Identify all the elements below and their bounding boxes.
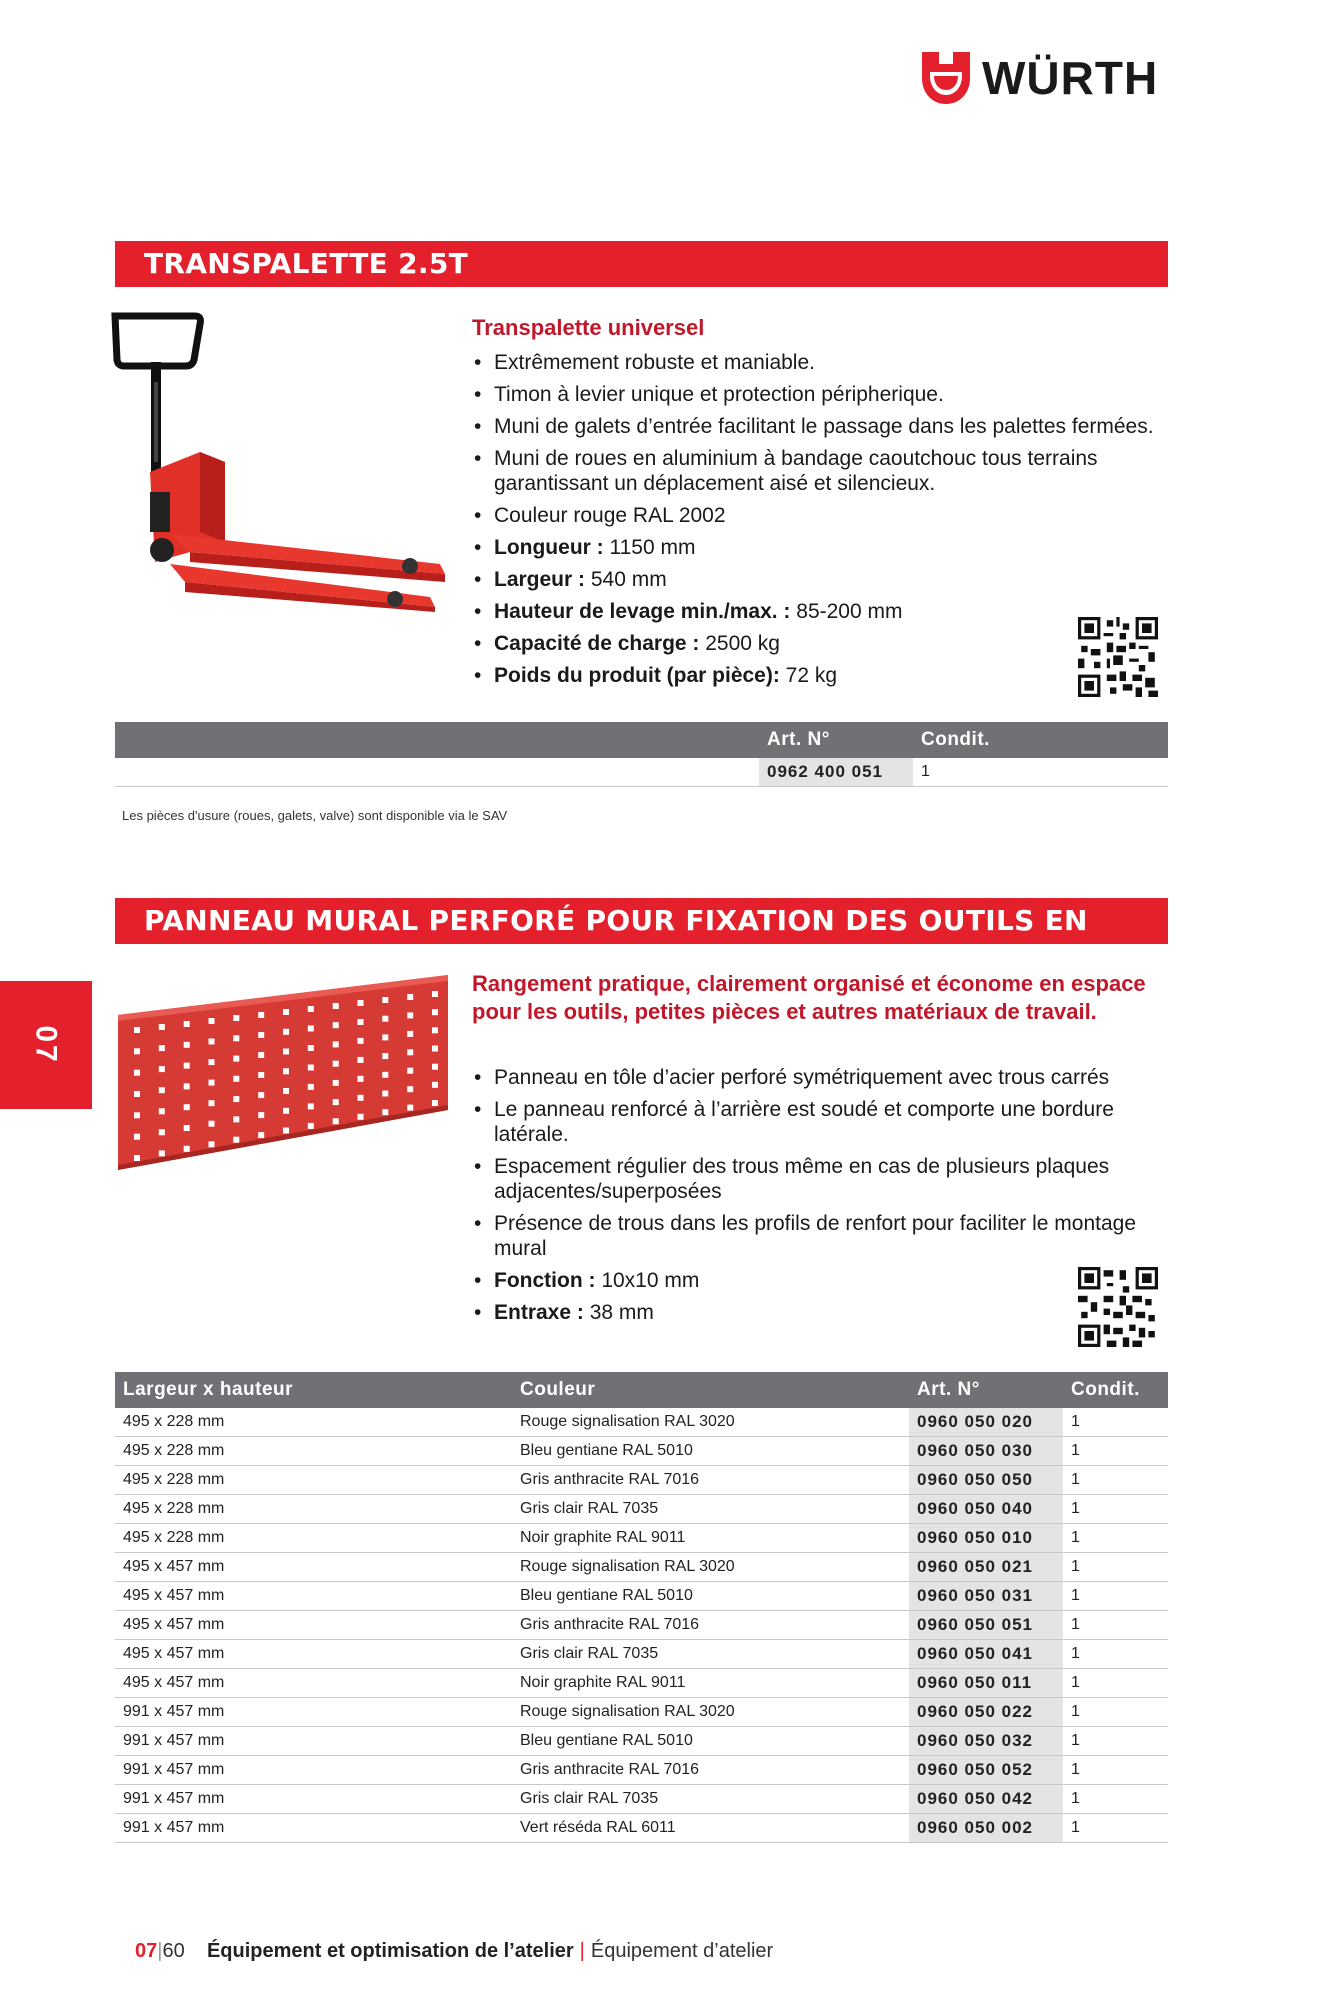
size-cell: 495 x 457 mm	[115, 1611, 512, 1640]
panel-hole	[333, 1080, 339, 1086]
panel-hole	[283, 1108, 289, 1114]
panel-hole	[358, 1019, 364, 1025]
qr-code-icon[interactable]	[1078, 1267, 1158, 1347]
color-cell: Rouge signalisation RAL 3020	[512, 1408, 909, 1437]
feature-item: • Présence de trous dans les profils de renfort pour faciliter le montage mural	[472, 1211, 1172, 1261]
panel-hole	[333, 1061, 339, 1067]
panel-hole	[333, 1041, 339, 1047]
panel-hole	[159, 1066, 165, 1072]
header-condit: Condit.	[1063, 1372, 1168, 1408]
art-no-cell[interactable]: 0960 050 021	[909, 1553, 1063, 1582]
feature-item: • Panneau en tôle d’acier perforé symétriquement avec trous carrés	[472, 1065, 1172, 1090]
table-row	[115, 1727, 1168, 1756]
art-no-cell[interactable]: 0960 050 030	[909, 1437, 1063, 1466]
size-cell: 495 x 457 mm	[115, 1553, 512, 1582]
size-cell: 495 x 457 mm	[115, 1669, 512, 1698]
feature-item: • Muni de roues en aluminium à bandage caoutchouc tous terrains garantissant un déplacement aisé et silencieux.	[472, 446, 1172, 496]
size-cell: 991 x 457 mm	[115, 1756, 512, 1785]
table-header-row	[115, 722, 1168, 758]
size-cell: 495 x 228 mm	[115, 1524, 512, 1553]
panel-hole	[407, 1031, 413, 1037]
size-cell: 495 x 228 mm	[115, 1466, 512, 1495]
table-row	[115, 1669, 1168, 1698]
panel-hole	[358, 1095, 364, 1101]
perforated-panel-image	[112, 975, 452, 1175]
footer-category: Équipement et optimisation de l’atelier	[206, 1940, 574, 1962]
panel-hole	[382, 1016, 388, 1022]
panel-hole	[159, 1150, 165, 1156]
feature-item: • Entraxe : 38 mm	[472, 1300, 1172, 1325]
size-cell: 991 x 457 mm	[115, 1727, 512, 1756]
color-cell: Gris clair RAL 7035	[512, 1785, 909, 1814]
size-cell: 495 x 457 mm	[115, 1582, 512, 1611]
panel-hole	[283, 1049, 289, 1055]
header-spacer	[115, 722, 759, 758]
panel-hole	[432, 1027, 438, 1033]
condit-cell: 1	[1063, 1727, 1168, 1756]
panel-hole	[333, 1118, 339, 1124]
table-row	[115, 1437, 1168, 1466]
panel-hole	[233, 1116, 239, 1122]
size-cell: 991 x 457 mm	[115, 1785, 512, 1814]
panel-hole	[159, 1129, 165, 1135]
panel-hole	[407, 1105, 413, 1111]
condit-cell: 1	[1063, 1582, 1168, 1611]
panel-hole	[258, 1052, 264, 1058]
panel-hole	[134, 1027, 140, 1033]
empty-cell	[115, 758, 759, 787]
table-row	[115, 1524, 1168, 1553]
color-cell: Gris anthracite RAL 7016	[512, 1756, 909, 1785]
art-no-cell[interactable]: 0960 050 020	[909, 1408, 1063, 1437]
feature-item: • Poids du produit (par pièce): 72 kg	[472, 663, 1172, 688]
feature-item: • Le panneau renforcé à l’arrière est soudé et comporte une bordure latérale.	[472, 1097, 1172, 1147]
panel-hole	[333, 1099, 339, 1105]
art-no-cell[interactable]: 0960 050 041	[909, 1640, 1063, 1669]
qr-code-icon[interactable]	[1078, 617, 1158, 697]
panel-hole	[382, 1072, 388, 1078]
panel-hole	[233, 1035, 239, 1041]
feature-item: • Largeur : 540 mm	[472, 567, 1172, 592]
condit-cell: 1	[1063, 1698, 1168, 1727]
panel-hole	[134, 1048, 140, 1054]
panel-hole	[159, 1108, 165, 1114]
panel-hole	[209, 1059, 215, 1065]
table-row	[115, 1495, 1168, 1524]
art-no-cell[interactable]: 0960 050 010	[909, 1524, 1063, 1553]
header-art-no: Art. N°	[909, 1372, 1063, 1408]
condit-cell: 1	[1063, 1669, 1168, 1698]
panel-hole	[407, 994, 413, 1000]
color-cell: Vert réséda RAL 6011	[512, 1814, 909, 1843]
size-cell: 495 x 457 mm	[115, 1640, 512, 1669]
panel-hole	[209, 1018, 215, 1024]
feature-item: • Couleur rouge RAL 2002	[472, 503, 1172, 528]
feature-list	[472, 1065, 1172, 1332]
section-title: TRANSPALETTE 2.5T	[144, 247, 469, 280]
panel-hole	[382, 1109, 388, 1115]
art-no-cell[interactable]: 0960 050 052	[909, 1756, 1063, 1785]
condit-cell: 1	[1063, 1814, 1168, 1843]
art-no-cell[interactable]: 0960 050 051	[909, 1611, 1063, 1640]
size-cell: 495 x 228 mm	[115, 1495, 512, 1524]
panel-hole	[258, 1012, 264, 1018]
spare-parts-note: Les pièces d'usure (roues, galets, valve) sont disponible via le SAV	[122, 808, 508, 823]
color-cell: Gris anthracite RAL 7016	[512, 1466, 909, 1495]
color-cell: Rouge signalisation RAL 3020	[512, 1553, 909, 1582]
panel-hole	[382, 1053, 388, 1059]
panel-hole	[134, 1091, 140, 1097]
color-cell: Gris clair RAL 7035	[512, 1640, 909, 1669]
color-cell: Gris anthracite RAL 7016	[512, 1611, 909, 1640]
panel-hole	[258, 1112, 264, 1118]
chapter-tab-label: 07	[30, 1025, 63, 1065]
footer-chapter: 07	[135, 1940, 158, 1962]
panel-hole	[308, 1006, 314, 1012]
wurth-logo-icon	[922, 52, 970, 104]
table-header-row	[115, 1372, 1168, 1408]
condit-cell: 1	[913, 758, 1168, 787]
panel-hole	[184, 1146, 190, 1152]
color-cell: Bleu gentiane RAL 5010	[512, 1727, 909, 1756]
footer-bar: |	[579, 1940, 585, 1962]
table-row	[115, 1756, 1168, 1785]
table-row	[115, 1466, 1168, 1495]
table-row	[115, 758, 1168, 787]
footer-page-number: 60	[162, 1940, 185, 1962]
panel-hole	[233, 1015, 239, 1021]
table-row	[115, 1553, 1168, 1582]
feature-item: • Capacité de charge : 2500 kg	[472, 631, 1172, 656]
panel-hole	[134, 1134, 140, 1140]
panel-hole	[308, 1026, 314, 1032]
condit-cell: 1	[1063, 1495, 1168, 1524]
panel-hole	[184, 1042, 190, 1048]
panel-hole	[184, 1104, 190, 1110]
panel-hole	[134, 1112, 140, 1118]
wurth-logo	[922, 52, 1158, 104]
footer-separator: |	[157, 1940, 163, 1962]
panel-hole	[432, 1046, 438, 1052]
panel-hole	[283, 1009, 289, 1015]
brand-name: WÜRTH	[982, 52, 1159, 104]
panel-hole	[283, 1128, 289, 1134]
table-row	[115, 1785, 1168, 1814]
panel-hole	[382, 1034, 388, 1040]
feature-item: • Espacement régulier des trous même en cas de plusieurs plaques adjacentes/superposées	[472, 1154, 1172, 1204]
panel-hole	[159, 1024, 165, 1030]
art-no-cell[interactable]: 0960 050 050	[909, 1466, 1063, 1495]
panel-hole	[432, 991, 438, 997]
condit-cell: 1	[1063, 1466, 1168, 1495]
panel-hole	[358, 1000, 364, 1006]
panel-hole	[233, 1096, 239, 1102]
art-no-cell[interactable]: 0960 050 002	[909, 1814, 1063, 1843]
panel-hole	[432, 1064, 438, 1070]
table-row	[115, 1582, 1168, 1611]
panel-hole	[432, 1009, 438, 1015]
panel-hole	[308, 1065, 314, 1071]
panel-hole	[258, 1032, 264, 1038]
panel-hole	[258, 1132, 264, 1138]
panel-hole	[134, 1155, 140, 1161]
feature-item: • Longueur : 1150 mm	[472, 535, 1172, 560]
condit-cell: 1	[1063, 1756, 1168, 1785]
section-header-panneau	[115, 898, 1168, 983]
panel-hole	[358, 1114, 364, 1120]
condit-cell: 1	[1063, 1785, 1168, 1814]
condit-cell: 1	[1063, 1524, 1168, 1553]
feature-list	[472, 350, 1172, 695]
art-no-cell[interactable]: 0960 050 022	[909, 1698, 1063, 1727]
panel-hole	[308, 1045, 314, 1051]
panel-hole	[358, 1038, 364, 1044]
panel-hole	[432, 1100, 438, 1106]
condit-cell: 1	[1063, 1553, 1168, 1582]
art-no-cell[interactable]: 0960 050 040	[909, 1495, 1063, 1524]
panel-hole	[209, 1080, 215, 1086]
feature-item: • Hauteur de levage min./max. : 85-200 mm	[472, 599, 1172, 624]
product-subtitle: Rangement pratique, clairement organisé et économe en espace pour les outils, petites pièces et autres matériaux de travail.	[472, 971, 1146, 1024]
color-cell: Bleu gentiane RAL 5010	[512, 1582, 909, 1611]
panel-hole	[358, 1057, 364, 1063]
panel-hole	[258, 1092, 264, 1098]
table-row	[115, 1611, 1168, 1640]
panel-hole	[283, 1068, 289, 1074]
color-cell: Noir graphite RAL 9011	[512, 1524, 909, 1553]
table-row	[115, 1814, 1168, 1843]
panel-hole	[308, 1123, 314, 1129]
panel-hole	[382, 997, 388, 1003]
feature-item: • Fonction : 10x10 mm	[472, 1268, 1172, 1293]
panel-hole	[159, 1045, 165, 1051]
footer-subcategory: Équipement d’atelier	[590, 1940, 774, 1962]
panel-hole	[333, 1022, 339, 1028]
feature-item: • Timon à levier unique et protection péripherique.	[472, 382, 1172, 407]
art-no-cell[interactable]: 0960 050 031	[909, 1582, 1063, 1611]
panel-hole	[159, 1087, 165, 1093]
header-size: Largeur x hauteur	[115, 1372, 512, 1408]
panel-hole	[283, 1088, 289, 1094]
panel-hole	[184, 1021, 190, 1027]
product-subtitle: Transpalette universel	[472, 315, 705, 340]
condit-cell: 1	[1063, 1611, 1168, 1640]
art-no-cell[interactable]: 0962 400 051	[759, 758, 913, 787]
feature-item: • Extrêmement robuste et maniable.	[472, 350, 1172, 375]
chapter-tab	[0, 981, 92, 1109]
panel-hole	[209, 1121, 215, 1127]
panel-hole	[209, 1039, 215, 1045]
size-cell: 495 x 228 mm	[115, 1408, 512, 1437]
panel-hole	[134, 1070, 140, 1076]
article-table-transpalette	[115, 722, 1168, 787]
panel-hole	[407, 1086, 413, 1092]
size-cell: 991 x 457 mm	[115, 1814, 512, 1843]
size-cell: 495 x 228 mm	[115, 1437, 512, 1466]
section-header-transpalette	[115, 241, 1168, 287]
art-no-cell[interactable]: 0960 050 011	[909, 1669, 1063, 1698]
color-cell: Noir graphite RAL 9011	[512, 1669, 909, 1698]
panel-hole	[233, 1137, 239, 1143]
size-cell: 991 x 457 mm	[115, 1698, 512, 1727]
panel-hole	[407, 1068, 413, 1074]
article-table-panneau	[115, 1372, 1168, 1843]
panel-hole	[382, 1091, 388, 1097]
panel-hole	[358, 1076, 364, 1082]
header-condit: Condit.	[913, 722, 1168, 758]
table-row	[115, 1408, 1168, 1437]
section-title: PANNEAU MURAL PERFORÉ POUR FIXATION DES OUTILS EN ATELIER	[144, 904, 1088, 983]
page-footer	[135, 1940, 773, 1963]
table-row	[115, 1640, 1168, 1669]
condit-cell: 1	[1063, 1408, 1168, 1437]
panel-hole	[209, 1100, 215, 1106]
panel-hole	[233, 1056, 239, 1062]
panel-hole	[432, 1082, 438, 1088]
table-row	[115, 1698, 1168, 1727]
panel-hole	[184, 1125, 190, 1131]
panel-hole	[308, 1103, 314, 1109]
panel-hole	[258, 1072, 264, 1078]
panel-hole	[184, 1083, 190, 1089]
condit-cell: 1	[1063, 1437, 1168, 1466]
panel-hole	[209, 1141, 215, 1147]
condit-cell: 1	[1063, 1640, 1168, 1669]
panel-hole	[308, 1084, 314, 1090]
color-cell: Gris clair RAL 7035	[512, 1495, 909, 1524]
panel-hole	[283, 1029, 289, 1035]
art-no-cell[interactable]: 0960 050 032	[909, 1727, 1063, 1756]
header-art-no: Art. N°	[759, 722, 913, 758]
panel-hole	[233, 1076, 239, 1082]
panel-hole	[407, 1049, 413, 1055]
feature-item: • Muni de galets d’entrée facilitant le passage dans les palettes fermées.	[472, 414, 1172, 439]
color-cell: Bleu gentiane RAL 5010	[512, 1437, 909, 1466]
header-color: Couleur	[512, 1372, 909, 1408]
panel-hole	[333, 1003, 339, 1009]
panel-hole	[184, 1063, 190, 1069]
color-cell: Rouge signalisation RAL 3020	[512, 1698, 909, 1727]
art-no-cell[interactable]: 0960 050 042	[909, 1785, 1063, 1814]
pallet-truck-image	[110, 312, 455, 612]
panel-hole	[407, 1012, 413, 1018]
